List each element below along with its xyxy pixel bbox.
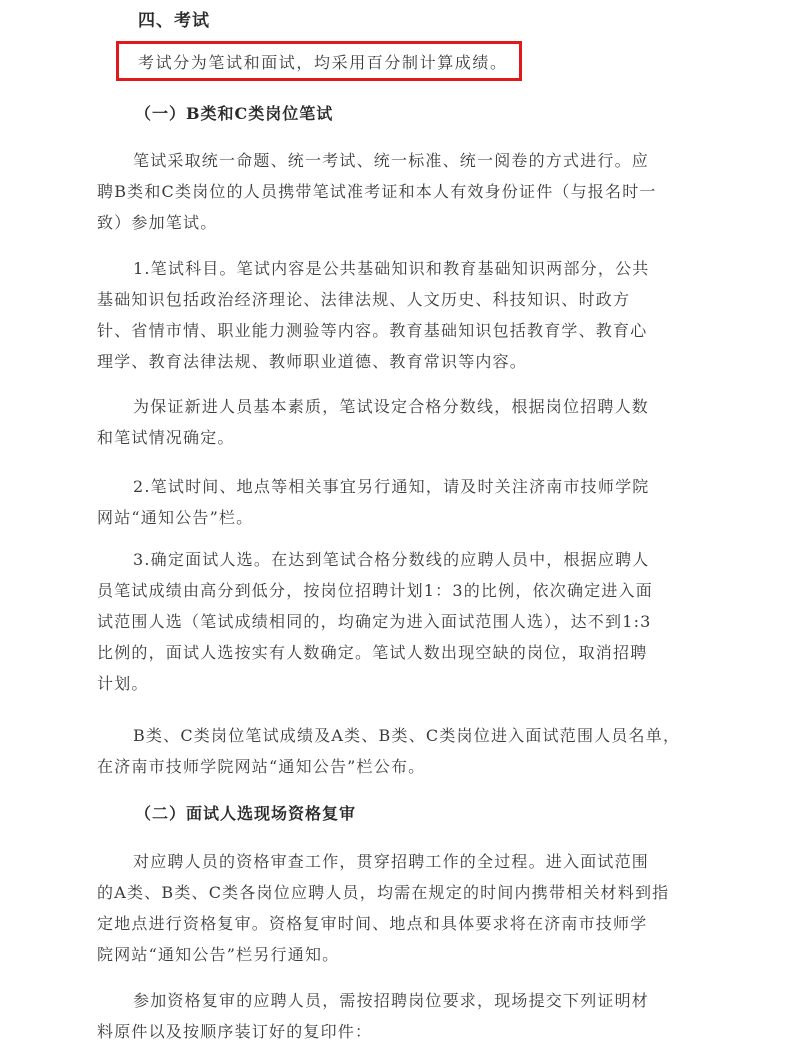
- paragraph-interview-candidates: [97, 544, 697, 699]
- paragraph-line: 计划。: [97, 674, 149, 693]
- paragraph-line: 3.确定面试人选。在达到笔试合格分数线的应聘人员中，根据应聘人: [133, 550, 650, 569]
- paragraph-line: 比例的，面试人选按实有人数确定。笔试人数出现空缺的岗位，取消招聘: [97, 643, 648, 662]
- paragraph-line: 定地点进行资格复审。资格复审时间、地点和具体要求将在济南市技师学: [97, 914, 648, 933]
- paragraph-line: 基础知识包括政治经济理论、法律法规、人文历史、科技知识、时政方: [97, 290, 631, 309]
- paragraph-line: 料原件以及按顺序装订好的复印件：: [97, 1022, 373, 1041]
- paragraph-line: 试范围人选（笔试成绩相同的，均确定为进入面试范围人选），达不到1:3: [97, 612, 652, 631]
- paragraph-line: 2.笔试时间、地点等相关事宜另行通知，请及时关注济南市技师学院: [133, 477, 650, 496]
- paragraph-line: 1.笔试科目。笔试内容是公共基础知识和教育基础知识两部分，公共: [133, 259, 650, 278]
- subsection-heading-written-exam: （一）B类和C类岗位笔试: [135, 104, 334, 123]
- paragraph-line: 的A类、B类、C类各岗位应聘人员，均需在规定的时间内携带相关材料到指: [97, 883, 670, 902]
- subsection-heading-qualification-review: （二）面试人选现场资格复审: [135, 804, 357, 823]
- paragraph-qualification-review: [97, 846, 697, 970]
- paragraph-exam-time-place: [97, 471, 697, 533]
- paragraph-line: 对应聘人员的资格审查工作，贯穿招聘工作的全过程。进入面试范围: [133, 852, 650, 871]
- paragraph-line: 为保证新进人员基本素质，笔试设定合格分数线，根据岗位招聘人数: [133, 397, 650, 416]
- paragraph-line: 和笔试情况确定。: [97, 428, 235, 447]
- paragraph-exam-method: [97, 145, 697, 238]
- paragraph-line: 笔试采取统一命题、统一考试、统一标准、统一阅卷的方式进行。应: [133, 151, 650, 170]
- paragraph-line: 网站“通知公告”栏。: [97, 508, 254, 527]
- paragraph-line: 致）参加笔试。: [97, 213, 218, 232]
- paragraph-line: 参加资格复审的应聘人员，需按招聘岗位要求，现场提交下列证明材: [133, 991, 650, 1010]
- paragraph-line: 针、省情市情、职业能力测验等内容。教育基础知识包括教育学、教育心: [97, 321, 648, 340]
- paragraph-passing-score: [97, 391, 697, 453]
- section-heading: 四、考试: [138, 11, 210, 31]
- paragraph-line: 员笔试成绩由高分到低分，按岗位招聘计划1：3的比例，依次确定进入面: [97, 581, 653, 600]
- paragraph-line: B类、C类岗位笔试成绩及A类、B类、C类岗位进入面试范围人员名单，: [133, 726, 681, 745]
- highlighted-sentence: 考试分为笔试和面试，均采用百分制计算成绩。: [138, 53, 508, 72]
- paragraph-required-materials: [97, 985, 697, 1047]
- paragraph-line: 院网站“通知公告”栏另行通知。: [97, 945, 340, 964]
- paragraph-line: 理学、教育法律法规、教师职业道德、教育常识等内容。: [97, 352, 528, 371]
- paragraph-line: 在济南市技师学院网站“通知公告”栏公布。: [97, 757, 426, 776]
- paragraph-line: 聘B类和C类岗位的人员携带笔试准考证和本人有效身份证件（与报名时一: [97, 182, 657, 201]
- paragraph-exam-subjects: [97, 253, 697, 377]
- paragraph-results-publication: [97, 720, 697, 782]
